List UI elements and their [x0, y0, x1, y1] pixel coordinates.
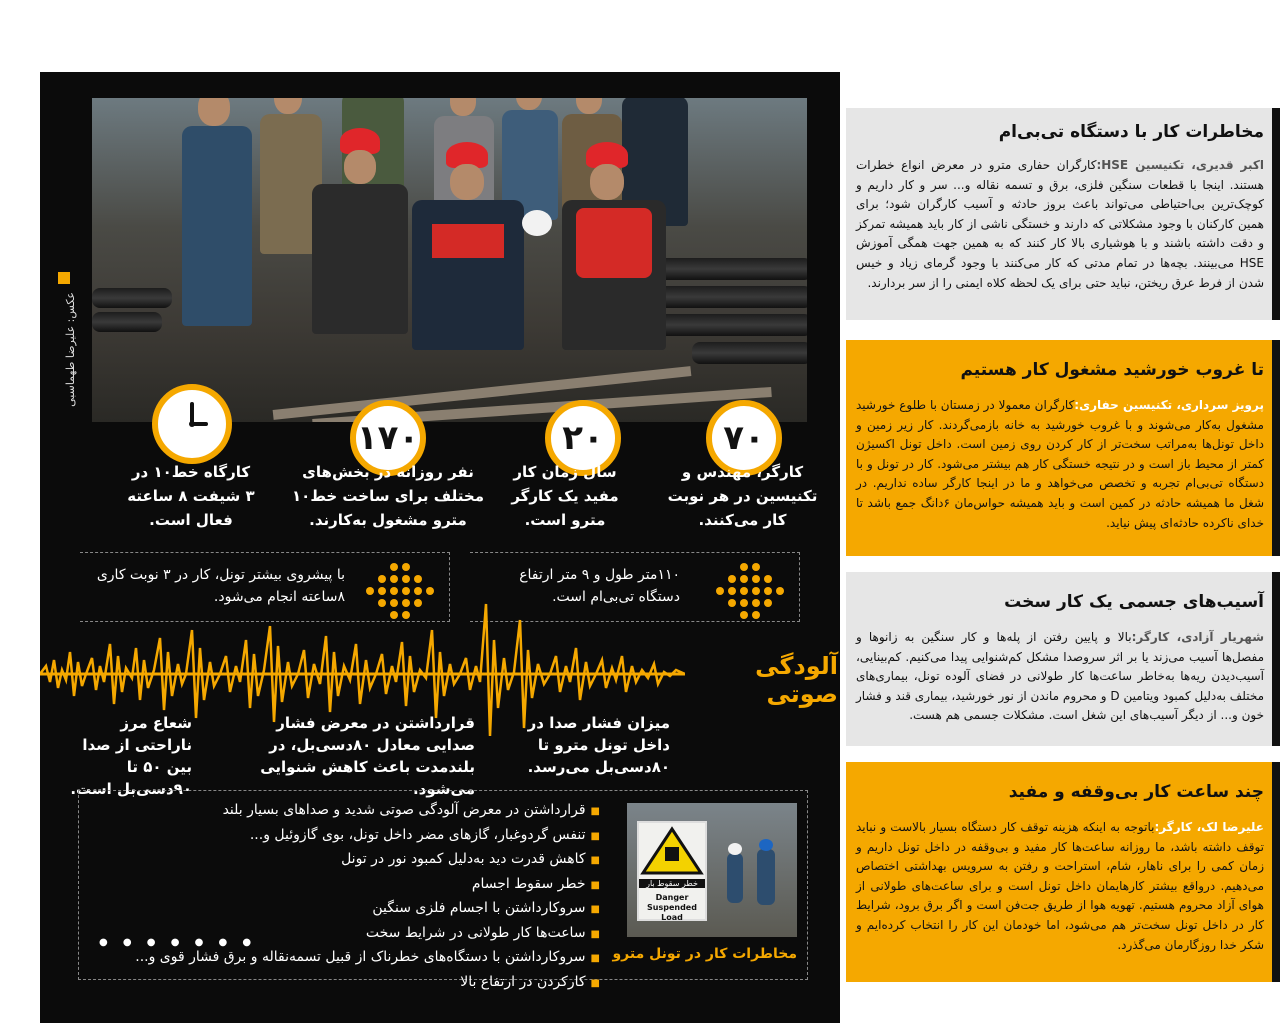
stat-label: کارگاه خط۱۰ در ۳ شیفت ۸ ساعته فعال است. [127, 463, 255, 529]
stat-shifts [118, 378, 268, 528]
noise-fact-discomfort: شعاع مرز ناراحتی از صدا بین ۵۰ تا ۹۰دسی‌بل است. [70, 714, 192, 798]
credit-marker [58, 272, 70, 284]
clock-icon [152, 384, 232, 464]
group-photo [92, 98, 807, 422]
speaker-name: اکبر قدیری، تکنیسین HSE: [1096, 158, 1264, 172]
panel-tab [1272, 108, 1280, 320]
panel-body [856, 396, 1264, 533]
speaker-name: پرویز سرداری، تکنیسین حفاری: [1074, 398, 1264, 412]
panel-tbm-hazards [846, 108, 1272, 320]
stat-daily-workers [278, 388, 498, 528]
noise-fact-hearing-loss: قرارداشتن در معرض فشار صدایی معادل ۸۰دسی‌بل، در بلندمدت باعث کاهش شنوایی می‌شود. [260, 714, 475, 798]
list-item: ■ قرارداشتن در معرض آلودگی صوتی شدید و صداهای بسیار بلند [135, 799, 600, 824]
panel-tab [1272, 572, 1280, 746]
arrow-text-shifts: با پیشروی بیشتر تونل، کار در ۳ نوبت کاری ۸ساعته انجام می‌شود. [96, 567, 345, 605]
photo-credit [50, 272, 80, 432]
stat-number-bubble: ۷۰ [706, 400, 782, 476]
panel-title: مخاطرات کار با دستگاه تی‌بی‌ام [998, 122, 1264, 142]
noise-fact-tunnel-pressure: میزان فشار صدا در داخل تونل مترو تا ۸۰دسی‌بل می‌رسد. [527, 714, 670, 776]
list-item: ■ ساعت‌ها کار طولانی در شرایط سخت [135, 922, 600, 947]
dotted-divider: ● ● ● ● ● ● ● [99, 937, 258, 948]
sign-text-fa: خطر سقوط بار [639, 879, 705, 888]
panel-body [856, 818, 1264, 955]
speaker-name: شهریار آزادی، کارگر: [1131, 630, 1264, 644]
arrow-text-tbm: ۱۱۰متر طول و ۹ متر ارتفاع دستگاه تی‌بی‌ام است. [519, 567, 680, 605]
stat-workers-per-shift [660, 388, 830, 528]
speaker-name: علیرضا لک، کارگر: [1154, 820, 1264, 834]
panel-text: بالا و پایین رفتن از پله‌ها و کار سنگین به زانوها و مفصل‌ها آسیب می‌زند یا بر اثر سروصدا مشکل کم‌شنوایی پیدا می‌کنیم. کم‌بینایی، آسیب‌دیدن ریه‌ها به‌خاطر ساعت‌ها کار طولانی در فضای آلوده تونل، بیماری‌های مختلف به‌دلیل کمبود ویتامین D و محروم ماندن از نور خورشید، بیماری قند و فشار خون و... از دیگر آسیب‌های این شغل است. مشکلات جسمی هم هست. [856, 630, 1264, 723]
photo-credit-text: عکس: علیرضا طهماسبی [64, 292, 77, 407]
stat-label: کارگر، مهندس و تکنیسین در هر نوبت کار می‌کنند. [667, 463, 818, 529]
panel-until-sunset [846, 340, 1272, 556]
panel-title: تا غروب خورشید مشغول کار هستیم [960, 360, 1264, 380]
list-item: ■ کاهش قدرت دید به‌دلیل کمبود نور در تونل [135, 848, 600, 873]
warning-sign [637, 821, 707, 921]
list-item: ■ کارکردن در ارتفاع بالا [135, 971, 600, 996]
stat-number-bubble: ۱۷۰ [350, 400, 426, 476]
panel-title: آسیب‌های جسمی یک کار سخت [1004, 592, 1264, 612]
stat-label: نفر روزانه در بخش‌های مختلف برای ساخت خط۱۰ مترو مشغول به‌کارند. [292, 463, 484, 529]
sign-text-en: Danger Suspended Load [647, 893, 697, 922]
stat-number-bubble: ۲۰ [545, 400, 621, 476]
list-item: ■ سروکارداشتن با دستگاه‌های خطرناک از قبیل تسمه‌نقاله و برق فشار قوی و... [135, 946, 600, 971]
tunnel-hazard-photo [627, 803, 797, 937]
list-item: ■ سروکارداشتن با اجسام فلزی سنگین [135, 897, 600, 922]
panel-body [856, 628, 1264, 726]
panel-body [856, 156, 1264, 293]
dotted-arrow-right-icon [700, 556, 790, 626]
panel-physical-injuries [846, 572, 1272, 746]
panel-tab [1272, 340, 1280, 556]
panel-nonstop-hours [846, 762, 1272, 982]
panel-tab [1272, 762, 1280, 982]
panel-text: کارگران حفاری مترو در معرض انواع خطرات هستند. اینجا با قطعات سنگین فلزی، برق و تسمه نقاله و... سر و کار داریم و کوچک‌ترین بی‌احتیاطی می‌تواند باعث بروز حادثه و آسیب کارگران شود؛ برای همین کارکنان با وجود مشکلاتی که دارند و خستگی ناشی از کار باید همیشه تمرکز و دقت داشته باشند و با هوشیاری بالا کار کنند که به همین جهت همگی آموزش HSE می‌بینند. بچه‌ها در تمام مدتی که کار می‌کنند با وجود گرمای زیاد و خیس شدن از فرط عرق ریختن، نباید حتی برای یک لحظه کلاه ایمنی را از سر بردارند. [856, 158, 1264, 290]
photo-caption: مخاطرات کار در تونل مترو [612, 946, 797, 962]
panel-text: باتوجه به اینکه هزینه توقف کار دستگاه بسیار بالاست و نباید توقف داشته باشد، ما روزانه ساعت‌ها کار مفید و بی‌وقفه در داخل تونل داریم و زمان کمی را برای ناهار، شام، استراحت و رفتن به سرویس بهداشتی اختصاص می‌دهیم. درواقع بیشتر کارهایمان داخل تونل است و برای ساعت‌های طولانی از هوای آزاد محروم هستیم. تهویه هوا از طریق جت‌فن است و اگر برق برود، شرایط کار در داخل تونل سخت‌تر هم می‌شود، اما خودمان این کار را انتخاب کرده‌ایم و شکر خدا روزگارمان می‌گذرد. [856, 820, 1264, 952]
panel-title: چند ساعت کار بی‌وقفه و مفید [1008, 782, 1264, 802]
hazards-list [135, 799, 600, 995]
noise-pollution-title: آلودگی صوتی [755, 652, 838, 708]
stat-label: سال زمان کار مفید یک کارگر مترو است. [511, 463, 619, 529]
list-item: ■ تنفس گردوغبار، گازهای مضر داخل تونل، بوی گازوئیل و... [135, 824, 600, 849]
warning-triangle-icon [639, 825, 705, 877]
stat-useful-years [495, 388, 655, 528]
list-item: ■ خطر سقوط اجسام [135, 873, 600, 898]
panel-text: کارگران معمولا در زمستان با طلوع خورشید مشغول به‌کار می‌شوند و با غروب خورشید به خانه بازمی‌گردند. کار زیر زمین و داخل تونل‌ها به‌مراتب سخت‌تر از کار کردن روی زمین است. داخل تونل اکسیژن کمتر از محیط باز است و در نتیجه خستگی کار هم بیشتر می‌شود. کار در تونل و با دستگاه تی‌بی‌ام تجربه و تخصص می‌خواهد و ما در اینجا کارگر ساده نداریم. در شغل ما همیشه حادثه در کمین است و باید همیشه حواس‌مان ۶دانگ جمع باشد تا خدای ناکرده حادثه‌ای پیش نیاید. [856, 398, 1264, 530]
